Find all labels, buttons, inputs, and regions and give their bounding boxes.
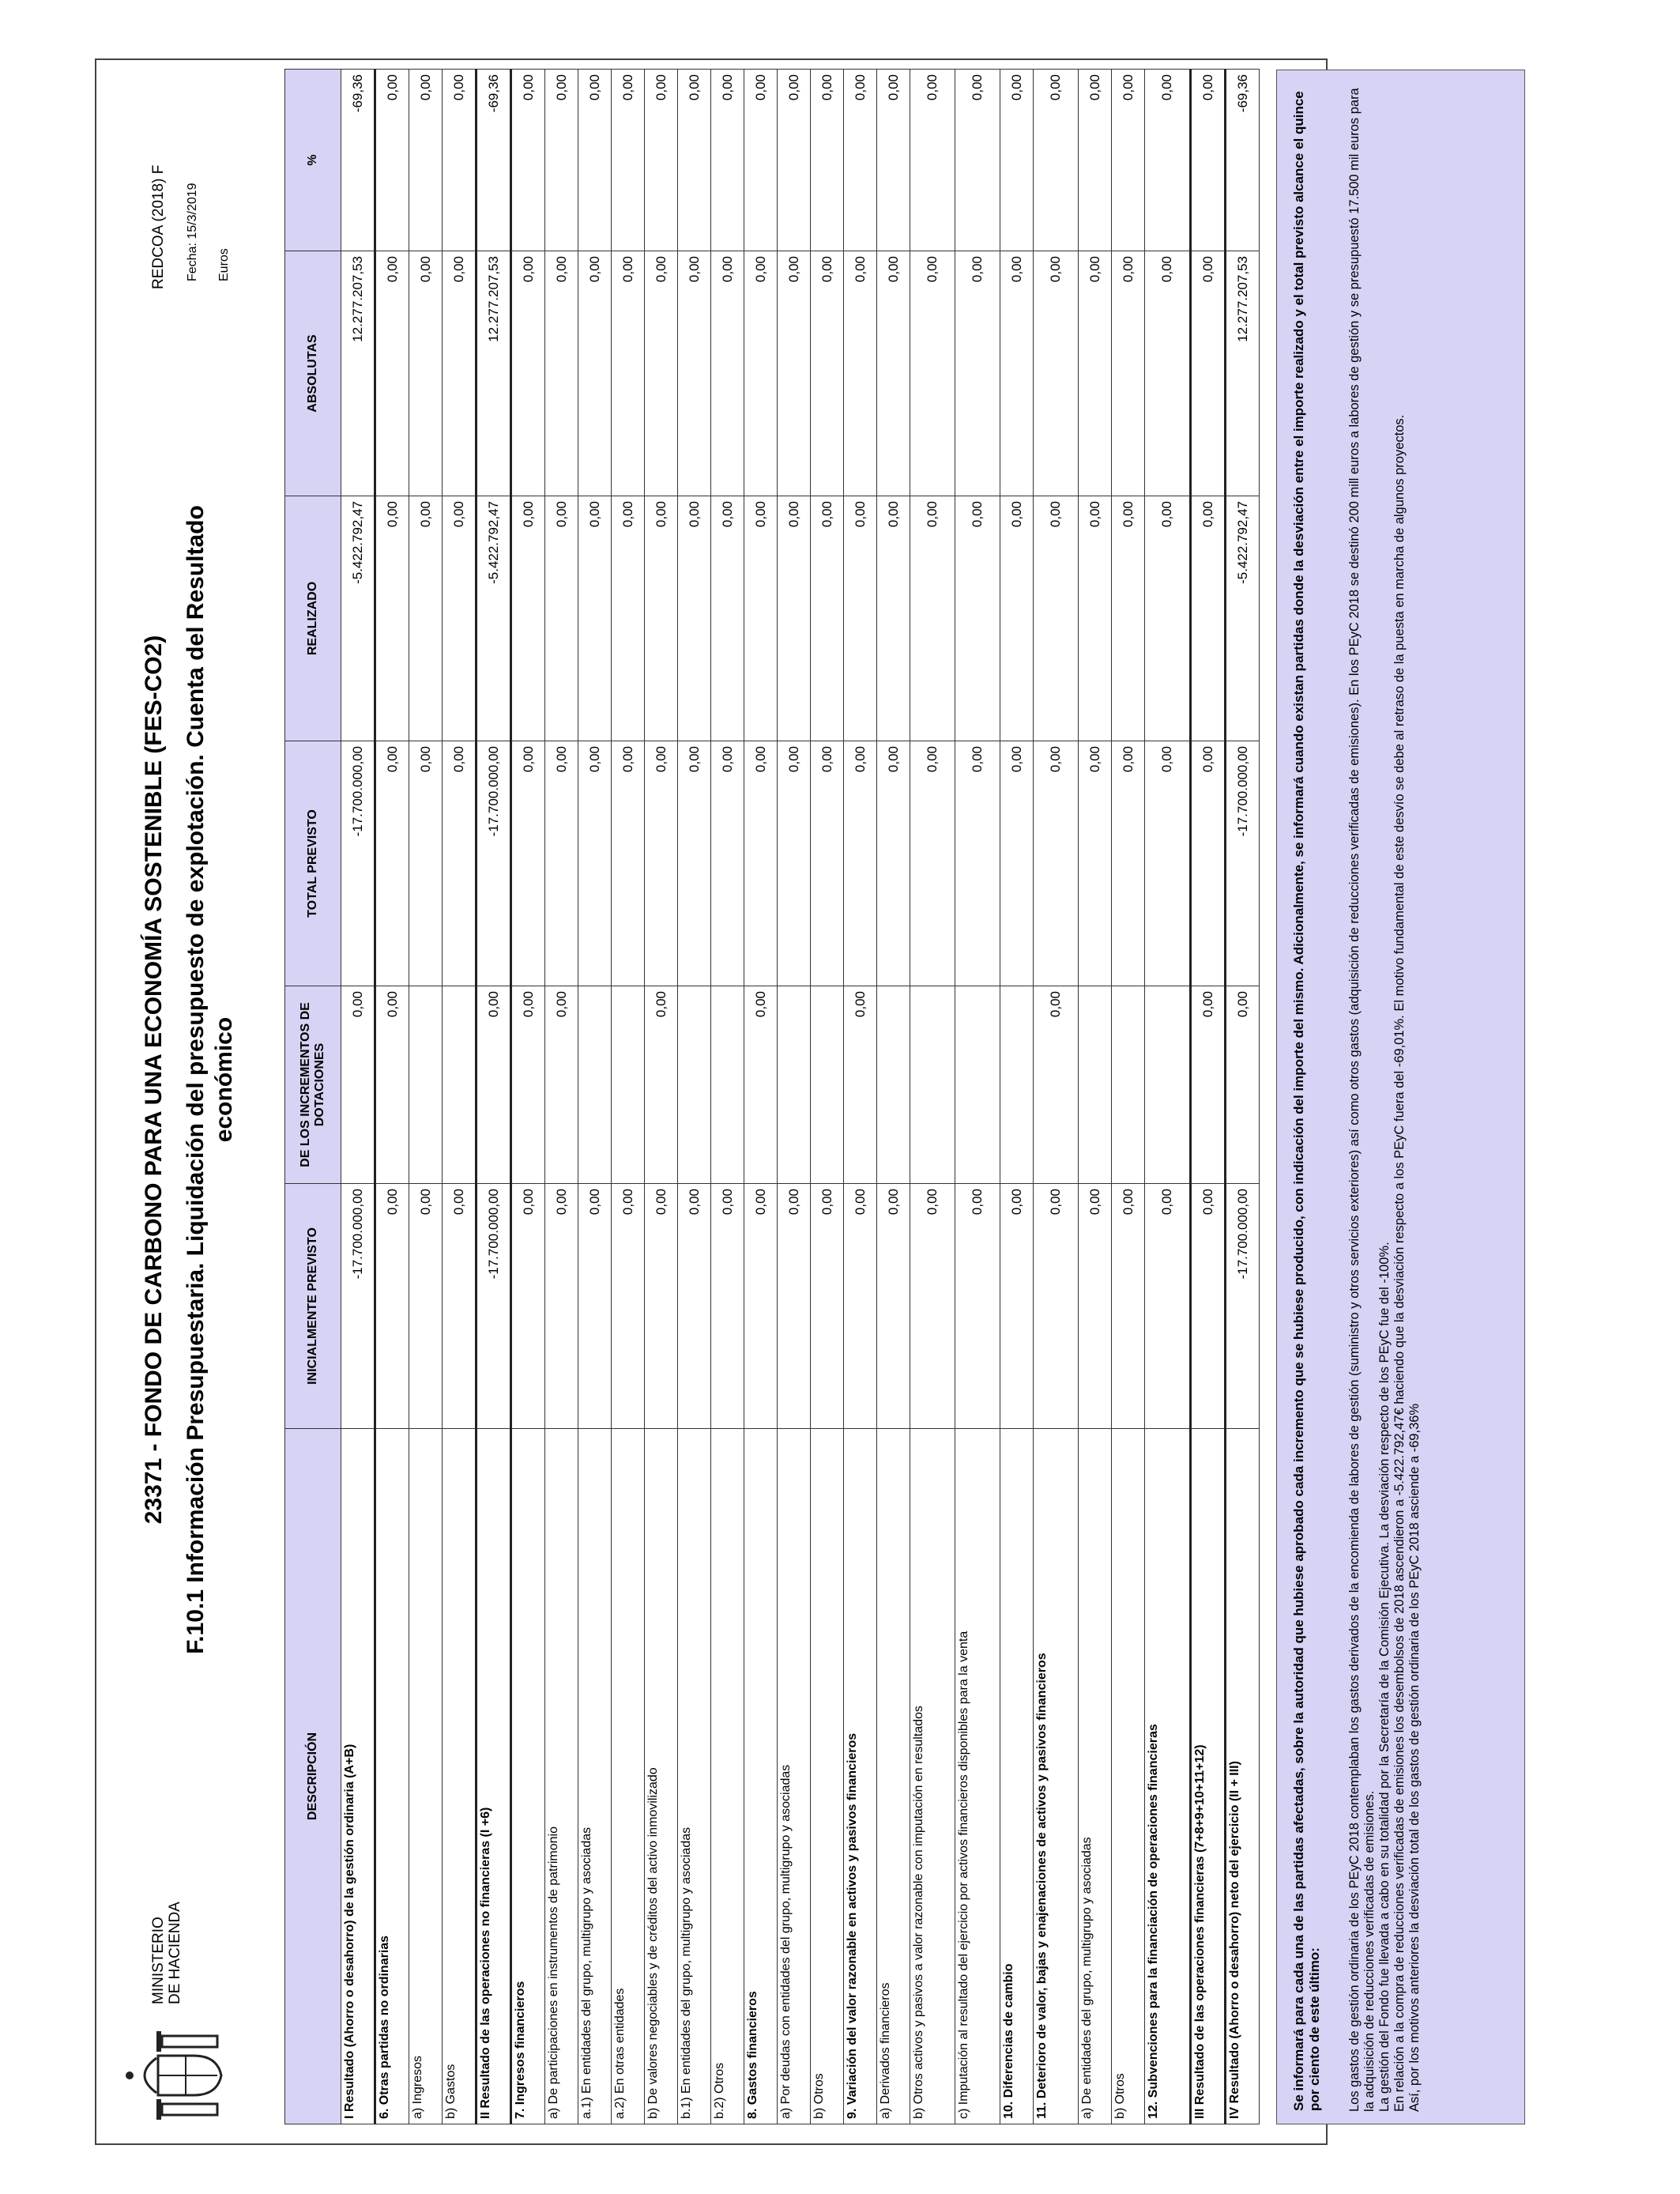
table-row (1191, 70, 1226, 2124)
cell-absolutas: 0,00 (711, 251, 744, 496)
cell-absolutas: 0,00 (578, 251, 612, 496)
cell-percent: 0,00 (511, 70, 545, 251)
cell-realizado: 0,00 (1191, 496, 1226, 741)
cell-total-previsto: 0,00 (1112, 741, 1145, 986)
cell-percent: 0,00 (578, 70, 612, 251)
cell-incrementos (811, 986, 844, 1184)
cell-realizado: 0,00 (811, 496, 844, 741)
table-row (578, 70, 612, 2124)
cell-realizado: 0,00 (778, 496, 811, 741)
table-row (955, 70, 1000, 2124)
cell-incrementos: 0,00 (1191, 986, 1226, 1184)
cell-absolutas: 12.277.207,53 (1226, 251, 1260, 496)
cell-incrementos (1112, 986, 1145, 1184)
cell-incrementos: 0,00 (511, 986, 545, 1184)
cell-total-previsto: 0,00 (1079, 741, 1112, 986)
cell-percent: 0,00 (844, 70, 877, 251)
cell-absolutas: 0,00 (645, 251, 678, 496)
cell-realizado: 0,00 (545, 496, 578, 741)
cell-total-previsto: 0,00 (612, 741, 645, 986)
document-title: 23371 - FONDO DE CARBONO PARA UNA ECONOMÍA SOSTENIBLE (FES-CO2) (141, 635, 167, 1525)
cell-total-previsto: -17.700.000,00 (341, 741, 375, 986)
cell-percent: 0,00 (612, 70, 645, 251)
cell-inicialmente-previsto: 0,00 (744, 1184, 778, 1429)
col-header-percent: % (285, 70, 341, 251)
footer-note: Los gastos de gestión ordinaria de los PEyC 2018 contemplaban los gastos derivados de la encomienda de labores de gestión (suministro y otros servicios exteriores) así como otros gastos (adquisición de reducciones verificadas de emisiones). En los PEyC 2018 se destinó 200 mill euros a labores de gestión y se presupuestó 17.500 mil euros para la adquisición de reducciones verificadas de emisiones. (1347, 88, 1377, 2112)
cell-percent: 0,00 (1145, 70, 1191, 251)
cell-realizado: 0,00 (844, 496, 877, 741)
cell-total-previsto: 0,00 (545, 741, 578, 986)
table-row (711, 70, 744, 2124)
cell-inicialmente-previsto: 0,00 (511, 1184, 545, 1429)
cell-total-previsto: 0,00 (910, 741, 955, 986)
row-description: II Resultado de las operaciones no financieras (I +6) (477, 1429, 511, 2124)
cell-absolutas: 0,00 (1112, 251, 1145, 496)
row-description: b) De valores negociables y de créditos del activo inmovilizado (645, 1429, 678, 2124)
cell-incrementos: 0,00 (645, 986, 678, 1184)
table-row (1145, 70, 1191, 2124)
cell-percent: 0,00 (645, 70, 678, 251)
table-row (778, 70, 811, 2124)
cell-total-previsto: 0,00 (877, 741, 910, 986)
cell-total-previsto: 0,00 (955, 741, 1000, 986)
cell-total-previsto: 0,00 (578, 741, 612, 986)
cell-absolutas: 0,00 (443, 251, 477, 496)
cell-realizado: -5.422.792,47 (477, 496, 511, 741)
cell-inicialmente-previsto: 0,00 (1079, 1184, 1112, 1429)
cell-absolutas: 0,00 (1145, 251, 1191, 496)
row-description: 6. Otras partidas no ordinarias (375, 1429, 409, 2124)
row-description: a) De participaciones en instrumentos de patrimonio (545, 1429, 578, 2124)
cell-percent: -69,36 (1226, 70, 1260, 251)
ministry-line-2: DE HACIENDA (167, 1902, 183, 2004)
cell-incrementos: 0,00 (1034, 986, 1079, 1184)
cell-percent: -69,36 (477, 70, 511, 251)
cell-total-previsto: 0,00 (1000, 741, 1034, 986)
cell-incrementos: 0,00 (545, 986, 578, 1184)
cell-total-previsto: 0,00 (744, 741, 778, 986)
row-description: 12. Subvenciones para la financiación de operaciones financieras (1145, 1429, 1191, 2124)
cell-total-previsto: 0,00 (678, 741, 711, 986)
cell-total-previsto: 0,00 (1145, 741, 1191, 986)
cell-absolutas: 0,00 (511, 251, 545, 496)
table-row (511, 70, 545, 2124)
cell-percent: 0,00 (1000, 70, 1034, 251)
row-description: b) Otros activos y pasivos a valor razonable con imputación en resultados (910, 1429, 955, 2124)
cell-inicialmente-previsto: 0,00 (811, 1184, 844, 1429)
cell-inicialmente-previsto: 0,00 (409, 1184, 443, 1429)
cell-absolutas: 0,00 (678, 251, 711, 496)
table-row (443, 70, 477, 2124)
footer-heading: Se informará para cada una de las partidas afectadas, sobre la autoridad que hubiese aprobado cada incremento que se hubiese producido, con indicación del importe del mismo. Adicionalmente, se informará cuando existan partidas donde la desviación entre el importe realizado y el total previsto alcance el quince por ciento de este último: (1291, 91, 1322, 2111)
report-date: Fecha: 15/3/2019 (186, 183, 199, 281)
cell-incrementos (910, 986, 955, 1184)
cell-realizado: 0,00 (409, 496, 443, 741)
cell-incrementos (678, 986, 711, 1184)
table-row (678, 70, 711, 2124)
cell-inicialmente-previsto: 0,00 (711, 1184, 744, 1429)
cell-total-previsto: 0,00 (443, 741, 477, 986)
cell-percent: 0,00 (1034, 70, 1079, 251)
cell-incrementos (578, 986, 612, 1184)
cell-percent: 0,00 (910, 70, 955, 251)
cell-inicialmente-previsto: -17.700.000,00 (1226, 1184, 1260, 1429)
footer-note: La gestión del Fondo fue llevada a cabo en su totalidad por la Secretaría de la Comisión Ejecutiva. La desviación respecto de los PEyC fue del -100%. (1377, 1242, 1392, 2112)
row-description: b) Otros (1112, 1429, 1145, 2124)
cell-absolutas: 0,00 (910, 251, 955, 496)
cell-total-previsto: 0,00 (1191, 741, 1226, 986)
coat-of-arms-icon (119, 2020, 229, 2131)
cell-inicialmente-previsto: 0,00 (1191, 1184, 1226, 1429)
cell-inicialmente-previsto: 0,00 (955, 1184, 1000, 1429)
table-row (811, 70, 844, 2124)
cell-incrementos (1079, 986, 1112, 1184)
col-header-descripcion: DESCRIPCIÓN (285, 1429, 341, 2124)
table-row (612, 70, 645, 2124)
cell-absolutas: 0,00 (778, 251, 811, 496)
cell-percent: 0,00 (409, 70, 443, 251)
cell-inicialmente-previsto: 0,00 (612, 1184, 645, 1429)
cell-inicialmente-previsto: 0,00 (443, 1184, 477, 1429)
col-header-total-previsto: TOTAL PREVISTO (285, 741, 341, 986)
cell-incrementos (778, 986, 811, 1184)
cell-incrementos: 0,00 (844, 986, 877, 1184)
table-header-row (285, 70, 341, 2124)
cell-incrementos (1000, 986, 1034, 1184)
row-description: 9. Variación del valor razonable en activos y pasivos financieros (844, 1429, 877, 2124)
cell-inicialmente-previsto: 0,00 (545, 1184, 578, 1429)
cell-realizado: 0,00 (375, 496, 409, 741)
cell-inicialmente-previsto: 0,00 (910, 1184, 955, 1429)
cell-inicialmente-previsto: 0,00 (645, 1184, 678, 1429)
row-description: a.2) En otras entidades (612, 1429, 645, 2124)
cell-realizado: 0,00 (1079, 496, 1112, 741)
cell-absolutas: 0,00 (1079, 251, 1112, 496)
row-description: b) Gastos (443, 1429, 477, 2124)
cell-incrementos: 0,00 (477, 986, 511, 1184)
footer-note: En relación a la compra de reducciones verificadas de emisiones los desembolsos de 2018 ascendieron a -5.422.792,47€ haciendo que la desviación respecto a los PEyC fuera del -69,01%. El motivo fundamental de este desvío se debe al retraso de la puesta en marcha de algunos proyectos. (1392, 414, 1407, 2112)
cell-realizado: -5.422.792,47 (341, 496, 375, 741)
cell-percent: -69,36 (341, 70, 375, 251)
cell-incrementos: 0,00 (1226, 986, 1260, 1184)
table-row (645, 70, 678, 2124)
cell-incrementos (955, 986, 1000, 1184)
cell-inicialmente-previsto: 0,00 (778, 1184, 811, 1429)
document-subtitle (182, 408, 239, 1751)
table-row (341, 70, 375, 2124)
row-description: 7. Ingresos financieros (511, 1429, 545, 2124)
cell-inicialmente-previsto: 0,00 (1145, 1184, 1191, 1429)
cell-percent: 0,00 (375, 70, 409, 251)
cell-realizado: 0,00 (1145, 496, 1191, 741)
row-description: 11. Deterioro de valor, bajas y enajenaciones de activos y pasivos financieros (1034, 1429, 1079, 2124)
row-description: IV Resultado (Ahorro o desahorro) neto del ejercicio (II + III) (1226, 1429, 1260, 2124)
cell-realizado: 0,00 (1000, 496, 1034, 741)
row-description: 10. Diferencias de cambio (1000, 1429, 1034, 2124)
cell-realizado: 0,00 (645, 496, 678, 741)
row-description: a) Por deudas con entidades del grupo, multigrupo y asociadas (778, 1429, 811, 2124)
cell-total-previsto: 0,00 (711, 741, 744, 986)
cell-inicialmente-previsto: 0,00 (844, 1184, 877, 1429)
cell-realizado: 0,00 (955, 496, 1000, 741)
cell-incrementos: 0,00 (375, 986, 409, 1184)
cell-total-previsto: 0,00 (1034, 741, 1079, 986)
cell-percent: 0,00 (877, 70, 910, 251)
cell-absolutas: 12.277.207,53 (477, 251, 511, 496)
cell-inicialmente-previsto: 0,00 (877, 1184, 910, 1429)
col-header-realizado: REALIZADO (285, 496, 341, 741)
cell-absolutas: 0,00 (744, 251, 778, 496)
cell-incrementos (711, 986, 744, 1184)
table-row (844, 70, 877, 2124)
col-header-absolutas: ABSOLUTAS (285, 251, 341, 496)
cell-inicialmente-previsto: 0,00 (1000, 1184, 1034, 1429)
cell-inicialmente-previsto: 0,00 (1112, 1184, 1145, 1429)
cell-incrementos (1145, 986, 1191, 1184)
cell-realizado: 0,00 (877, 496, 910, 741)
ministry-line-1: MINISTERIO (150, 1917, 167, 2004)
cell-percent: 0,00 (744, 70, 778, 251)
table-row (744, 70, 778, 2124)
ministry-name (150, 1902, 183, 2004)
cell-total-previsto: 0,00 (811, 741, 844, 986)
cell-realizado: 0,00 (910, 496, 955, 741)
cell-absolutas: 0,00 (877, 251, 910, 496)
cell-total-previsto: 0,00 (778, 741, 811, 986)
cell-realizado: 0,00 (1034, 496, 1079, 741)
row-description: III Resultado de las operaciones financieras (7+8+9+10+11+12) (1191, 1429, 1226, 2124)
cell-absolutas: 12.277.207,53 (341, 251, 375, 496)
table-row (375, 70, 409, 2124)
table-row (1079, 70, 1112, 2124)
row-description: c) Imputación al resultado del ejercicio por activos financieros disponibles para la venta (955, 1429, 1000, 2124)
cell-realizado: 0,00 (744, 496, 778, 741)
cell-percent: 0,00 (1112, 70, 1145, 251)
cell-absolutas: 0,00 (844, 251, 877, 496)
cell-inicialmente-previsto: 0,00 (578, 1184, 612, 1429)
table-row (477, 70, 511, 2124)
cell-realizado: 0,00 (578, 496, 612, 741)
budget-table (284, 69, 1260, 2124)
redcoa-code: REDCOA (2018) F (150, 164, 167, 289)
cell-total-previsto: 0,00 (511, 741, 545, 986)
cell-inicialmente-previsto: 0,00 (1034, 1184, 1079, 1429)
cell-percent: 0,00 (1079, 70, 1112, 251)
cell-absolutas: 0,00 (612, 251, 645, 496)
cell-realizado: 0,00 (612, 496, 645, 741)
cell-realizado: 0,00 (511, 496, 545, 741)
cell-inicialmente-previsto: -17.700.000,00 (341, 1184, 375, 1429)
subtitle-line-1: F.10.1 Información Presupuestaria. Liquidación del presupuesto de explotación. Cuenta del Resultado (183, 505, 209, 1654)
row-description: a) De entidades del grupo, multigrupo y asociadas (1079, 1429, 1112, 2124)
table-row (877, 70, 910, 2124)
cell-absolutas: 0,00 (1191, 251, 1226, 496)
cell-total-previsto: 0,00 (375, 741, 409, 986)
cell-incrementos: 0,00 (341, 986, 375, 1184)
table-row (409, 70, 443, 2124)
row-description: I Resultado (Ahorro o desahorro) de la gestión ordinaria (A+B) (341, 1429, 375, 2124)
row-description: b.2) Otros (711, 1429, 744, 2124)
cell-incrementos (877, 986, 910, 1184)
table-row (910, 70, 955, 2124)
cell-total-previsto: -17.700.000,00 (477, 741, 511, 986)
cell-absolutas: 0,00 (1034, 251, 1079, 496)
cell-total-previsto: 0,00 (409, 741, 443, 986)
cell-total-previsto: 0,00 (645, 741, 678, 986)
subtitle-line-2: económico (211, 1016, 237, 1143)
cell-percent: 0,00 (678, 70, 711, 251)
currency-units: Euros (217, 248, 231, 281)
table-row (1000, 70, 1034, 2124)
row-description: 8. Gastos financieros (744, 1429, 778, 2124)
cell-absolutas: 0,00 (545, 251, 578, 496)
cell-incrementos: 0,00 (744, 986, 778, 1184)
row-description: a) Ingresos (409, 1429, 443, 2124)
cell-realizado: -5.422.792,47 (1226, 496, 1260, 741)
cell-incrementos (409, 986, 443, 1184)
cell-percent: 0,00 (778, 70, 811, 251)
cell-total-previsto: -17.700.000,00 (1226, 741, 1260, 986)
col-header-inicialmente-previsto: INICIALMENTE PREVISTO (285, 1184, 341, 1429)
footer-notes (1347, 70, 1422, 2124)
cell-realizado: 0,00 (1112, 496, 1145, 741)
cell-absolutas: 0,00 (409, 251, 443, 496)
cell-absolutas: 0,00 (955, 251, 1000, 496)
footer-note: Así, por los motivos anteriores la desviación total de los gastos de gestión ordinaria de los PEyC 2018 asciende a -69,36% (1407, 1403, 1422, 2112)
cell-percent: 0,00 (1191, 70, 1226, 251)
row-description: a) Derivados financieros (877, 1429, 910, 2124)
cell-absolutas: 0,00 (1000, 251, 1034, 496)
cell-realizado: 0,00 (443, 496, 477, 741)
cell-percent: 0,00 (811, 70, 844, 251)
cell-inicialmente-previsto: -17.700.000,00 (477, 1184, 511, 1429)
cell-percent: 0,00 (443, 70, 477, 251)
cell-inicialmente-previsto: 0,00 (375, 1184, 409, 1429)
row-description: a.1) En entidades del grupo, multigrupo y asociadas (578, 1429, 612, 2124)
table-row (1226, 70, 1260, 2124)
cell-percent: 0,00 (955, 70, 1000, 251)
cell-inicialmente-previsto: 0,00 (678, 1184, 711, 1429)
table-row (545, 70, 578, 2124)
col-header-incrementos: DE LOS INCREMENTOS DE DOTACIONES (285, 986, 341, 1184)
cell-percent: 0,00 (545, 70, 578, 251)
row-description: b) Otros (811, 1429, 844, 2124)
cell-realizado: 0,00 (678, 496, 711, 741)
cell-total-previsto: 0,00 (844, 741, 877, 986)
cell-realizado: 0,00 (711, 496, 744, 741)
table-row (1034, 70, 1079, 2124)
cell-absolutas: 0,00 (811, 251, 844, 496)
table-row (1112, 70, 1145, 2124)
row-description: b.1) En entidades del grupo, multigrupo y asociadas (678, 1429, 711, 2124)
cell-incrementos (612, 986, 645, 1184)
cell-absolutas: 0,00 (375, 251, 409, 496)
cell-incrementos (443, 986, 477, 1184)
cell-percent: 0,00 (711, 70, 744, 251)
